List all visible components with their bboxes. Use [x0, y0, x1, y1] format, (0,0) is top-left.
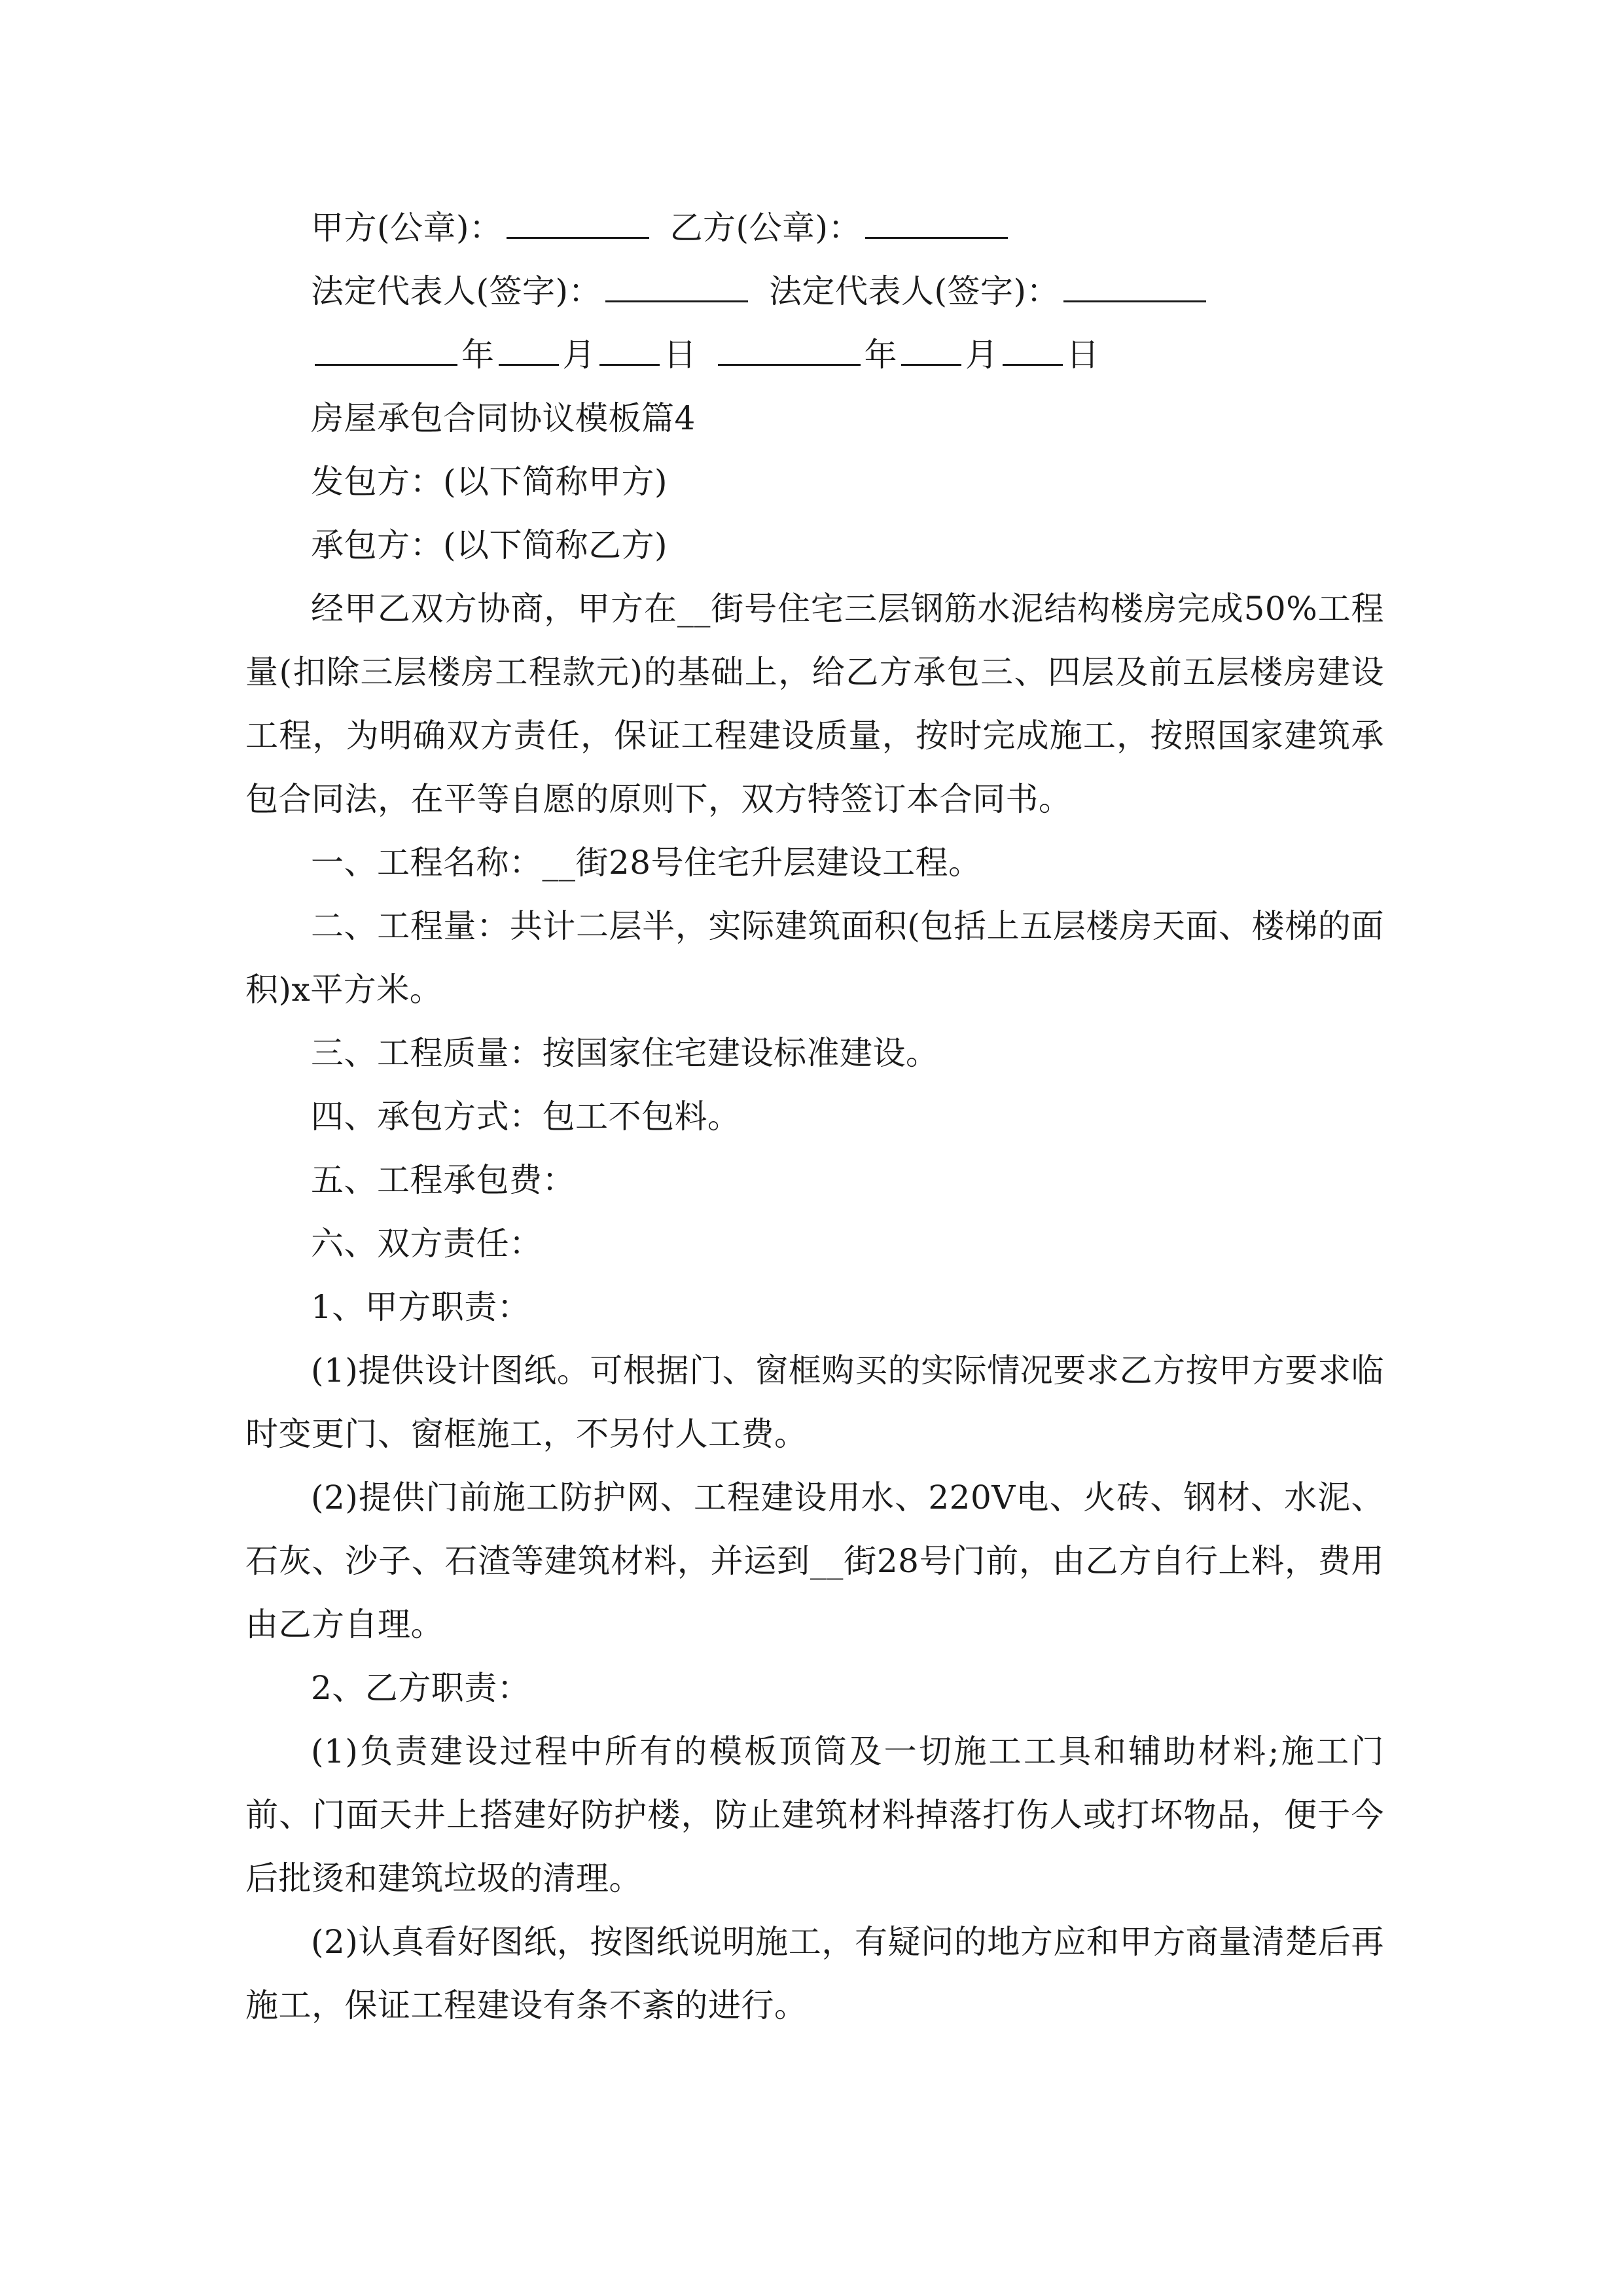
- party-b-month-blank: [901, 327, 961, 366]
- party-a-seal-label: 甲方(公章)：: [311, 209, 503, 247]
- intro-paragraph: 经甲乙双方协商，甲方在__街号住宅三层钢筋水泥结构楼房完成50%工程量(扣除三层楼房工程款元)的基础上，给乙方承包三、四层及前五层楼房建设工程，为明确双方责任，保证工程建设质量，按时完成施工，按照国家建筑承包合同法，在平等自愿的原则下，双方特签订本合同书。: [245, 590, 1384, 818]
- seal-line: [245, 196, 1384, 260]
- day-label: 日: [664, 336, 697, 374]
- contractee-line: 承包方：(以下简称乙方): [311, 526, 668, 564]
- month-label: 月: [965, 336, 999, 374]
- document-body: [245, 196, 1384, 2037]
- clause-responsibilities: 六、双方责任：: [311, 1225, 543, 1263]
- party-b-duty-item: (1)负责建设过程中所有的模板顶筒及一切施工工具和辅助材料;施工门前、门面天井上搭建好防护楼，防止建筑材料掉落打伤人或打坏物品，便于今后批烫和建筑垃圾的清理。: [245, 1732, 1384, 1897]
- party-a-duty-item: (1)提供设计图纸。可根据门、窗框购买的实际情况要求乙方按甲方要求临时变更门、窗框施工，不另付人工费。: [245, 1352, 1384, 1453]
- date-line: [245, 323, 1384, 387]
- party-b-seal-blank: [865, 200, 1008, 239]
- clause-fee: 五、工程承包费：: [311, 1161, 575, 1199]
- party-b-rep-label: 法定代表人(签字)：: [769, 272, 1060, 310]
- representative-line: [245, 260, 1384, 323]
- party-b-duties-heading: 2、乙方职责：: [311, 1669, 531, 1707]
- party-b-rep-blank: [1063, 264, 1206, 302]
- party-a-duty-item: (2)提供门前施工防护网、工程建设用水、220V电、火砖、钢材、水泥、石灰、沙子、石渣等建筑材料，并运到__街28号门前，由乙方自行上料，费用由乙方自理。: [245, 1479, 1384, 1643]
- party-a-duties-heading: 1、甲方职责：: [311, 1288, 531, 1326]
- section-title: 房屋承包合同协议模板篇4: [311, 399, 696, 437]
- clause-quality: 三、工程质量：按国家住宅建设标准建设。: [311, 1034, 939, 1072]
- party-a-year-blank: [315, 327, 457, 366]
- contractor-line: 发包方：(以下简称甲方): [311, 463, 668, 501]
- party-a-rep-label: 法定代表人(签字)：: [311, 272, 602, 310]
- party-a-seal-blank: [507, 200, 649, 239]
- party-a-day-blank: [599, 327, 660, 366]
- party-a-rep-blank: [605, 264, 748, 302]
- party-b-day-blank: [1003, 327, 1063, 366]
- day-label: 日: [1066, 336, 1099, 374]
- party-b-seal-label: 乙方(公章)：: [669, 209, 862, 247]
- clause-project-name: 一、工程名称：__街28号住宅升层建设工程。: [311, 844, 982, 882]
- party-b-year-blank: [718, 327, 861, 366]
- party-a-month-blank: [499, 327, 559, 366]
- year-label: 年: [864, 336, 897, 374]
- month-label: 月: [562, 336, 596, 374]
- clause-quantity: 二、工程量：共计二层半，实际建筑面积(包括上五层楼房天面、楼梯的面积)x平方米。: [245, 907, 1384, 1009]
- clause-method: 四、承包方式：包工不包料。: [311, 1098, 741, 1136]
- year-label: 年: [461, 336, 495, 374]
- party-b-duty-item: (2)认真看好图纸，按图纸说明施工，有疑问的地方应和甲方商量清楚后再施工，保证工程建设有条不紊的进行。: [245, 1923, 1384, 2024]
